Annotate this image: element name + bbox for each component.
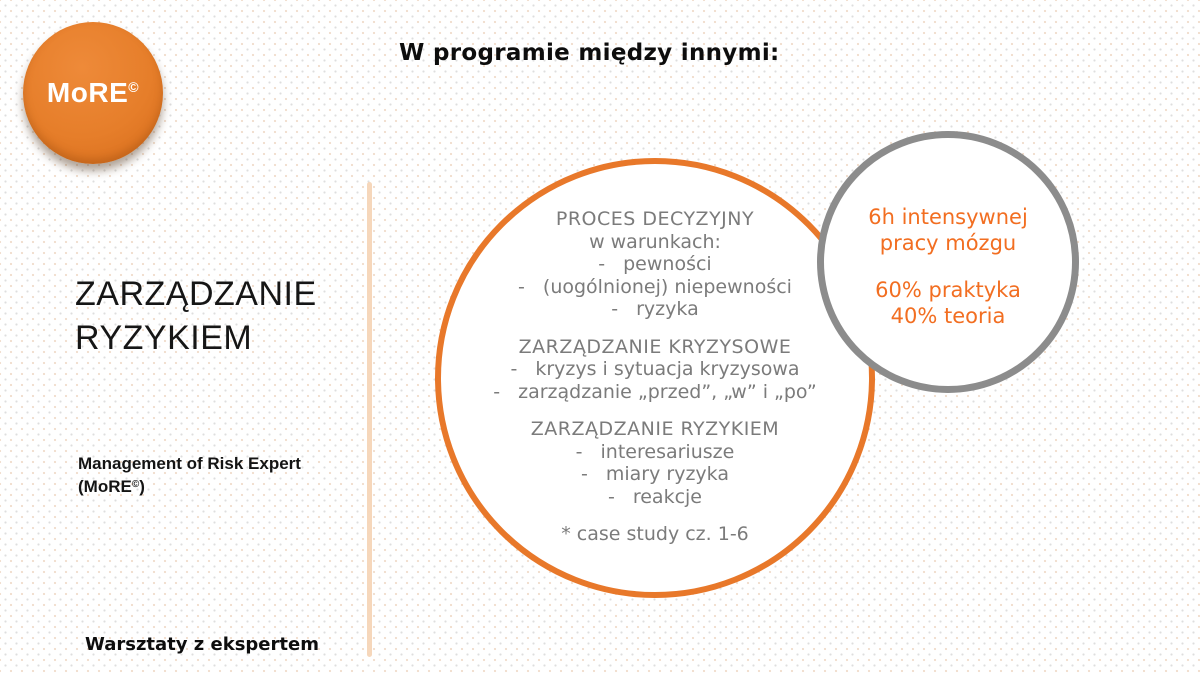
more-logo-badge: [23, 22, 163, 164]
program-section-crisis-management: [441, 336, 869, 404]
subtitle-line2-text: (MoRE: [78, 477, 132, 496]
list-dash: -: [611, 298, 619, 320]
list-item-text: pewności: [623, 253, 712, 275]
list-dash: -: [510, 358, 518, 380]
program-circle-content: [441, 208, 869, 546]
list-item: [441, 298, 869, 321]
program-section-risk-management: [441, 418, 869, 508]
info-line: 6h intensywnej: [868, 205, 1028, 229]
vertical-divider: [367, 182, 372, 657]
section-heading: ZARZĄDZANIE RYZYKIEM: [530, 418, 780, 440]
list-item-text: reakcje: [632, 485, 702, 508]
info-line: 40% teoria: [890, 304, 1006, 328]
list-item-text: (uogólnionej) niepewności: [542, 275, 792, 298]
slide-title: [75, 272, 317, 360]
program-section-decision-process: [441, 208, 869, 321]
list-dash: -: [493, 380, 501, 403]
list-item-text: zarządzanie „przed”, „w” i „po”: [518, 380, 817, 403]
list-dash: -: [581, 463, 588, 485]
list-dash: -: [575, 440, 583, 463]
footer-note: Warsztaty z ekspertem: [85, 634, 319, 655]
page-title: W programie między innymi:: [399, 40, 780, 66]
more-logo-label: [47, 77, 139, 109]
list-item-text: miary ryzyka: [605, 463, 729, 485]
info-circle: [817, 131, 1079, 393]
more-logo-text: MoRE: [46, 77, 129, 108]
subtitle-line2-close: ): [139, 477, 145, 496]
info-group-ratio: [824, 277, 1072, 329]
subtitle-line1: Management of Risk Expert: [78, 454, 301, 473]
list-item: [441, 441, 869, 464]
slide-title-line2: RYZYKIEM: [75, 319, 253, 357]
list-dash: -: [607, 485, 615, 508]
list-dash: -: [598, 253, 606, 275]
list-dash: -: [518, 275, 525, 298]
list-item: [441, 381, 869, 404]
info-circle-content: [824, 204, 1072, 350]
section-heading: PROCES DECYZYJNY: [555, 208, 755, 230]
list-item: [441, 253, 869, 276]
section-subheading: w warunkach:: [589, 230, 721, 253]
list-item: [441, 463, 869, 486]
subtitle-line2: [78, 474, 301, 497]
copyright-symbol: ©: [128, 79, 140, 95]
list-item: [441, 276, 869, 299]
copyright-symbol: ©: [131, 479, 140, 490]
list-item-text: kryzys i sytuacja kryzysowa: [535, 358, 800, 380]
case-study-footnote: * case study cz. 1-6: [561, 523, 749, 545]
list-item-text: ryzyka: [636, 298, 699, 320]
info-line: pracy mózgu: [879, 231, 1017, 255]
program-circle: [435, 158, 875, 598]
list-item: [441, 358, 869, 381]
slide-subtitle: [78, 453, 301, 497]
list-item: [441, 486, 869, 509]
info-group-intensity: [824, 204, 1072, 256]
list-item-text: interesariusze: [600, 440, 735, 463]
info-line: 60% praktyka: [875, 278, 1021, 302]
section-heading: ZARZĄDZANIE KRYZYSOWE: [518, 335, 792, 358]
slide-title-line1: ZARZĄDZANIE: [75, 275, 317, 313]
